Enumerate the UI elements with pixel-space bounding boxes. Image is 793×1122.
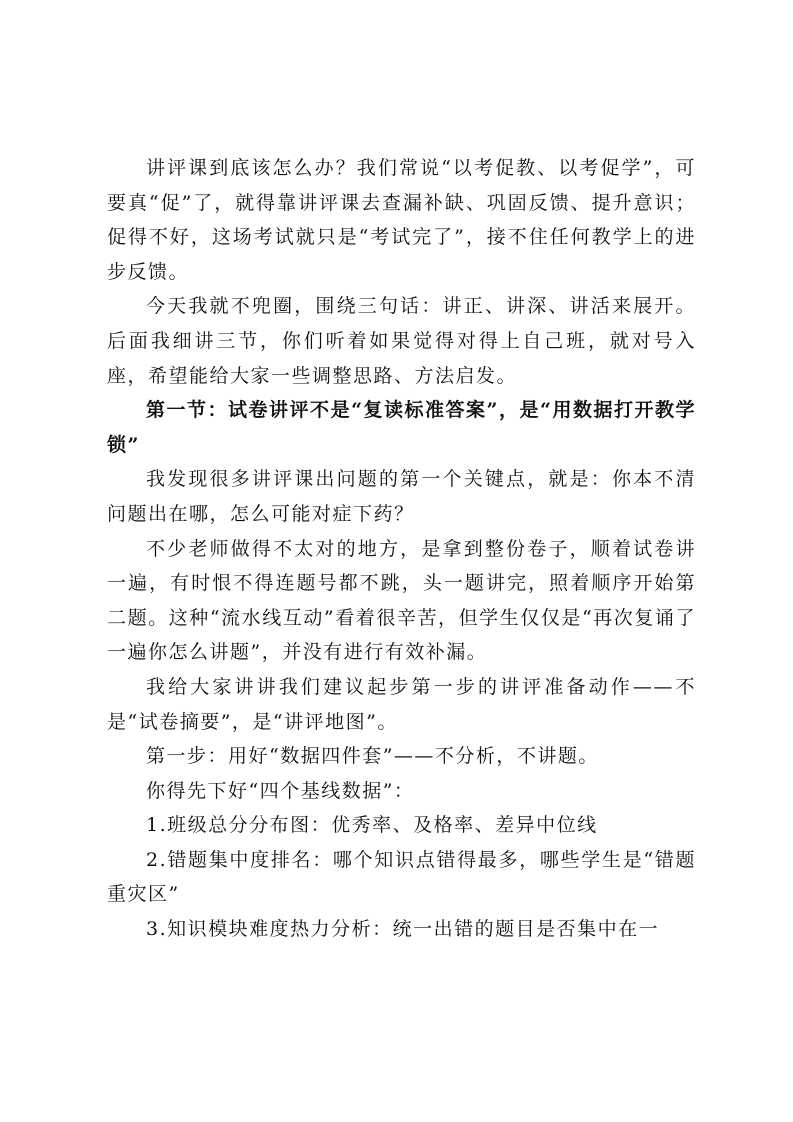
paragraph-key-point: 我发现很多讲评课出问题的第一个关键点，就是：你本不清问题出在哪，怎么可能对症下药？	[107, 468, 696, 525]
list-item-3: 3.知识模块难度热力分析：统一出错的题目是否集中在一	[146, 918, 660, 941]
paragraph-step-1: 第一步：用好“数据四件套”——不分析，不讲题。	[146, 745, 599, 768]
paragraph-baseline-intro: 你得先下好“四个基线数据”：	[146, 779, 415, 802]
section-heading-1: 第一节：试卷讲评不是“复读标准答案”，是“用数据打开教学锁”	[107, 399, 696, 456]
paragraph-overview: 今天我就不兜圈，围绕三句话：讲正、讲深、讲活来展开。后面我细讲三节，你们听着如果觉得对得上自己班，就对号入座，希望能给大家一些调整思路、方法启发。	[107, 295, 696, 387]
list-item-2: 2.错题集中度排名：哪个知识点错得最多，哪些学生是“错题重灾区”	[107, 848, 696, 906]
list-item-1: 1.班级总分分布图：优秀率、及格率、差异中位线	[146, 814, 598, 837]
paragraph-intro: 讲评课到底该怎么办？我们常说“以考促教、以考促学”，可要真“促”了，就得靠讲评课去查漏补缺、巩固反馈、提升意识；促得不好，这场考试就只是“考试完了”，接不住任何教学上的进步反馈。	[107, 157, 696, 283]
paragraph-suggestion: 我给大家讲讲我们建议起步第一步的讲评准备动作——不是“试卷摘要”，是“讲评地图”。	[107, 675, 696, 733]
paragraph-problem: 不少老师做得不太对的地方，是拿到整份卷子，顺着试卷讲一遍，有时恨不得连题号都不跳，头一题讲完，照着顺序开始第二题。这种“流水线互动”看着很辛苦，但学生仅仅是“再次复诵了一遍你怎么讲题”，并没有进行有效补漏。	[107, 537, 696, 664]
